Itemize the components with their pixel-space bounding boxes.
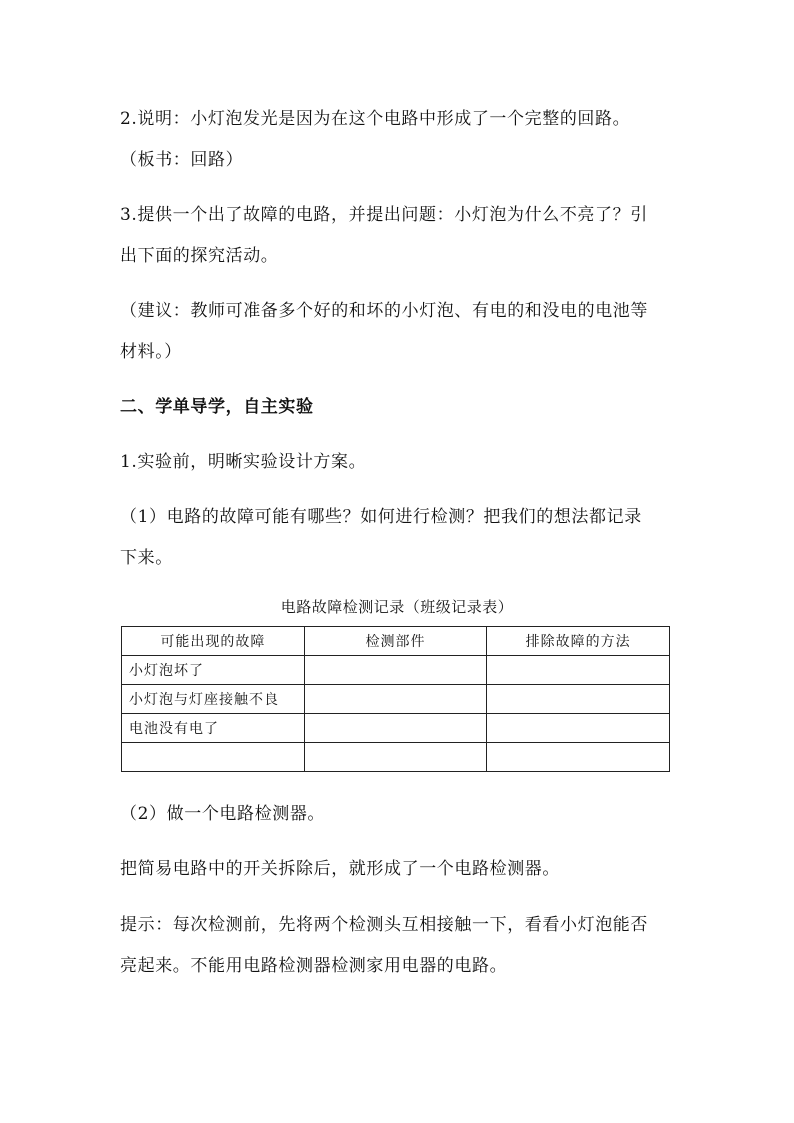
table-header-row [122,627,670,656]
table-row [122,714,670,743]
section-heading: 二、学单导学，自主实验 [120,397,314,417]
table-cell [487,743,670,772]
fault-record-table [121,626,670,772]
table-row [122,656,670,685]
paragraph-suggestion-line1: （建议：教师可准备多个好的和坏的小灯泡、有电的和没电的电池等 [120,301,648,321]
table-cell [487,656,670,685]
step-one-text: 1.实验前，明晰实验设计方案。 [120,452,367,472]
table-cell [487,685,670,714]
table-cell [487,714,670,743]
tip-line2: 亮起来。不能用电路检测器检测家用电器的电路。 [120,956,508,976]
paragraph-faulty-circuit-line2: 出下面的探究活动。 [120,246,279,266]
tip-line1: 提示：每次检测前，先将两个检测头互相接触一下，看看小灯泡能否 [120,915,648,935]
paragraph-suggestion-line2: 材料。） [120,342,182,362]
table-caption: 电路故障检测记录（班级记录表） [280,598,514,616]
question-one-line2: 下来。 [120,548,173,568]
question-two-text: （2）做一个电路检测器。 [120,804,326,824]
table-cell [122,743,305,772]
table-header-cell: 检测部件 [304,627,487,656]
paragraph-explanation-line1: 2.说明：小灯泡发光是因为在这个电路中形成了一个完整的回路。 [120,109,631,129]
detector-description: 把简易电路中的开关拆除后，就形成了一个电路检测器。 [120,859,560,879]
table-cell: 小灯泡与灯座接触不良 [122,685,305,714]
table-header-cell: 可能出现的故障 [122,627,305,656]
table-cell: 小灯泡坏了 [122,656,305,685]
table-cell [304,714,487,743]
paragraph-faulty-circuit-line1: 3.提供一个出了故障的电路，并提出问题：小灯泡为什么不亮了？引 [120,205,648,225]
table-cell [304,743,487,772]
table-cell [304,685,487,714]
table-row [122,685,670,714]
table-cell: 电池没有电了 [122,714,305,743]
table-row [122,743,670,772]
paragraph-explanation-line2: （板书：回路） [120,150,244,170]
table-cell [304,656,487,685]
table-header-cell: 排除故障的方法 [487,627,670,656]
question-one-line1: （1）电路的故障可能有哪些？如何进行检测？把我们的想法都记录 [120,507,642,527]
